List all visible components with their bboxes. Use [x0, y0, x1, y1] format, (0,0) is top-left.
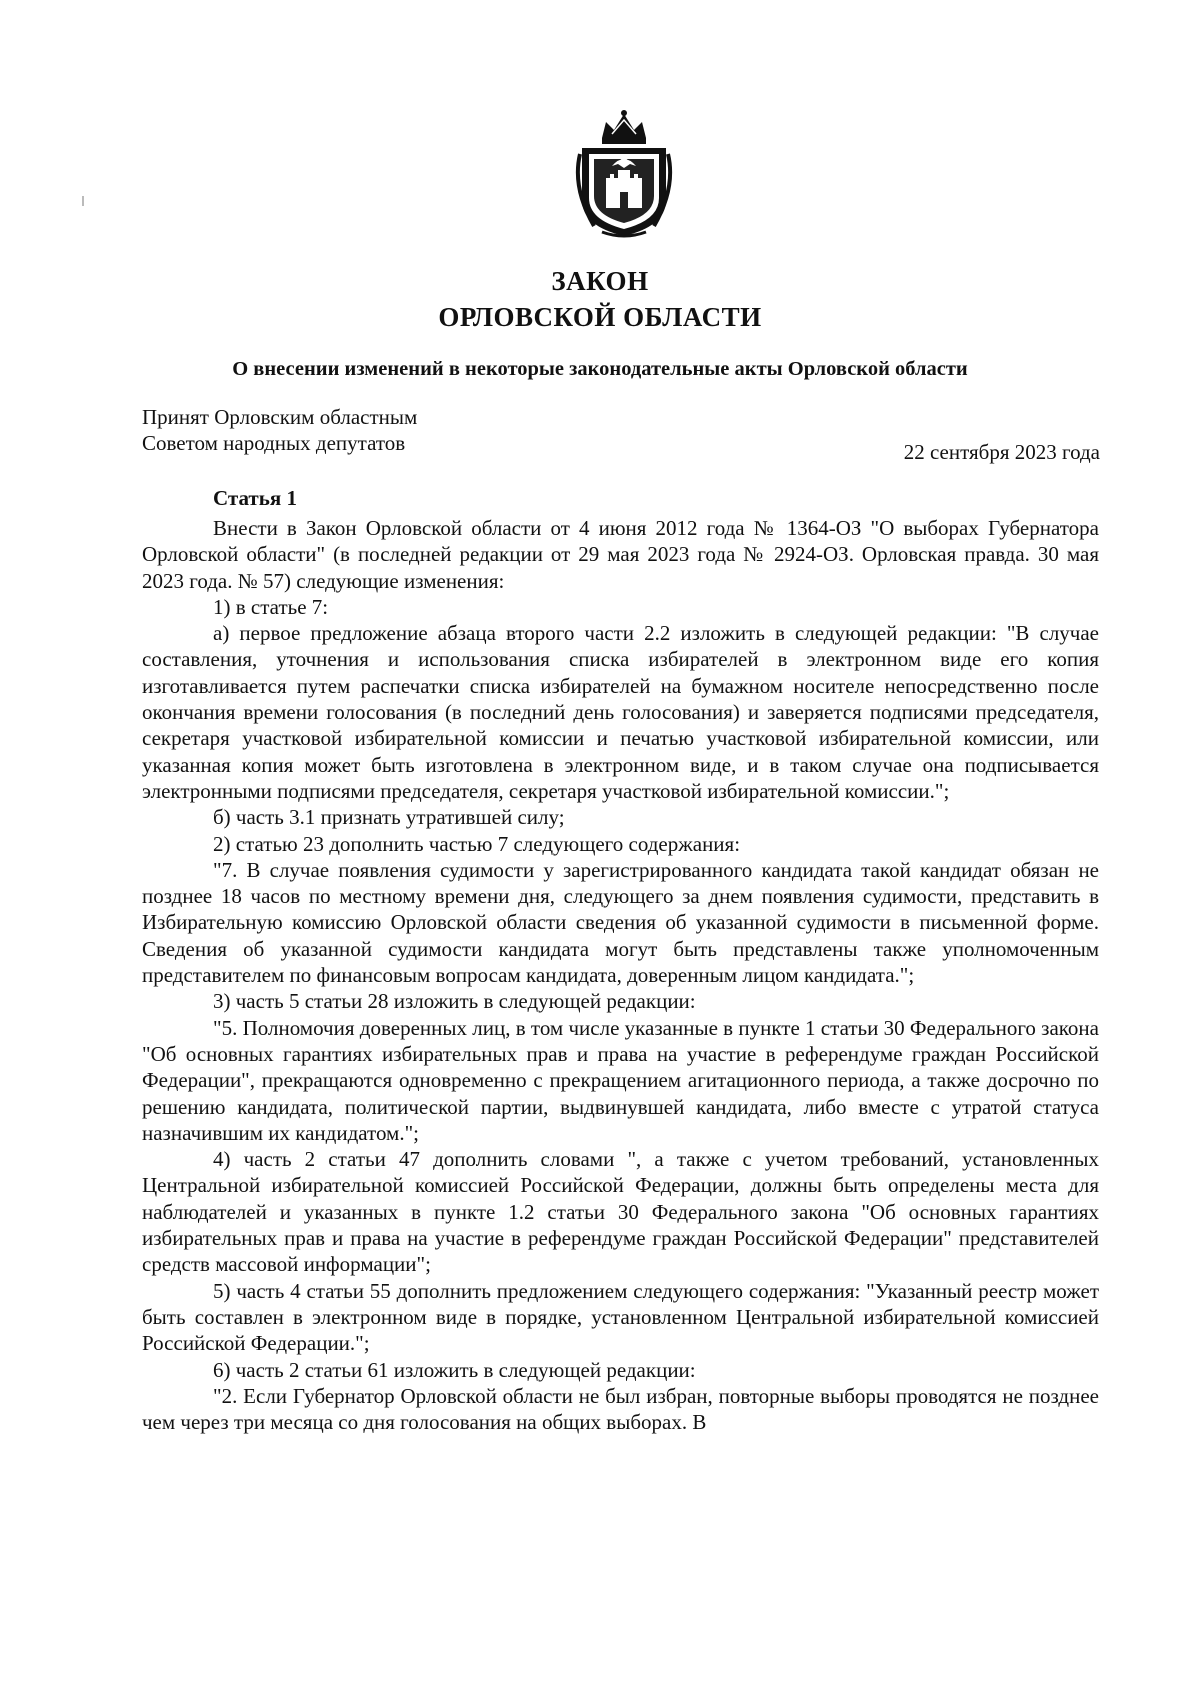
article-heading: Статья 1 — [213, 486, 297, 510]
paragraph: 5) часть 4 статьи 55 дополнить предложением следующего содержания: "Указанный реестр может быть составлен в электронном виде в порядке, установленном Центральной избирательной комиссией Российской Федерации."; — [142, 1278, 1099, 1356]
orel-region-coat-of-arms-icon — [572, 108, 676, 240]
paragraph: "2. Если Губернатор Орловской области не был избран, повторные выборы проводятся не позднее чем через три месяца со дня голосования на общих выборах. В — [142, 1383, 1099, 1435]
paragraph: б) часть 3.1 признать утратившей силу; — [213, 805, 565, 830]
law-subject-heading: О внесении изменений в некоторые законодательные акты Орловской области — [232, 358, 968, 380]
adoption-date: 22 сентября 2023 года — [903, 440, 1100, 464]
adoption-info — [142, 404, 417, 456]
paragraph: 6) часть 2 статьи 61 изложить в следующей редакции: — [213, 1357, 696, 1382]
adoption-line: Советом народных депутатов — [142, 431, 406, 455]
paragraph: Внести в Закон Орловской области от 4 июня 2012 года № 1364-ОЗ "О выборах Губернатора Орловской области" (в последней редакции от 29 мая 2023 года № 2924-ОЗ. Орловская правда. 30 мая 2023 года. № 57) следующие изменения: — [142, 516, 1099, 593]
document-title: ЗАКОН — [551, 266, 649, 296]
paragraph: а) первое предложение абзаца второго части 2.2 изложить в следующей редакции: "В случае составления, уточнения и использования списка избирателей в электронном виде его копия изготавливается путем распечатки списка избирателей на бумажном носителе непосредственно после окончания времени голосования (в последний день голосования) и заверяется подписями председателя, секретаря участковой избирательной комиссии и печатью участковой избирательной комиссии, или указанная копия может быть изготовлена в электронном виде, и в таком случае она подписывается электронными подписями председателя, секретаря участковой избирательной комиссии."; — [142, 621, 1099, 803]
paragraph: 3) часть 5 статьи 28 изложить в следующей редакции: — [213, 989, 696, 1014]
paragraph: "7. В случае появления судимости у зарегистрированного кандидата такой кандидат обязан не позднее 18 часов по местному времени дня, следующего за днем появления судимости, представить в Избирательную комиссию Орловской области сведения об указанной судимости в письменной форме. Сведения об указанной судимости кандидата могут быть представлены также уполномоченным представителем по финансовым вопросам кандидата, доверенным лицом кандидата."; — [142, 857, 1099, 988]
adoption-line: Принят Орловским областным — [142, 405, 418, 429]
scan-artifact — [82, 196, 84, 206]
paragraph: 2) статью 23 дополнить частью 7 следующего содержания: — [213, 831, 741, 856]
document-title-region: ОРЛОВСКОЙ ОБЛАСТИ — [438, 302, 762, 332]
paragraph: "5. Полномочия доверенных лиц, в том числе указанные в пункте 1 статьи 30 Федерального закона "Об основных гарантиях избирательных прав и права на участие в референдуме граждан Российской Федерации", прекращаются одновременно с прекращением агитационного периода, а также досрочно по решению кандидата, политической партии, выдвинувшей кандидата, либо вместе с утратой статуса назначившим их кандидатом."; — [142, 1015, 1099, 1145]
paragraph: 4) часть 2 статьи 47 дополнить словами ", а также с учетом требований, установленных Центральной избирательной комиссией Российской Федерации, должны быть определены места для наблюдателей и указанных в пункте 1.2 статьи 30 Федерального закона "Об основных гарантиях избирательных прав и права на участие в референдуме граждан Российской Федерации" представителей средств массовой информации"; — [142, 1147, 1099, 1277]
article-body — [142, 515, 1099, 1435]
paragraph: 1) в статье 7: — [213, 594, 329, 619]
